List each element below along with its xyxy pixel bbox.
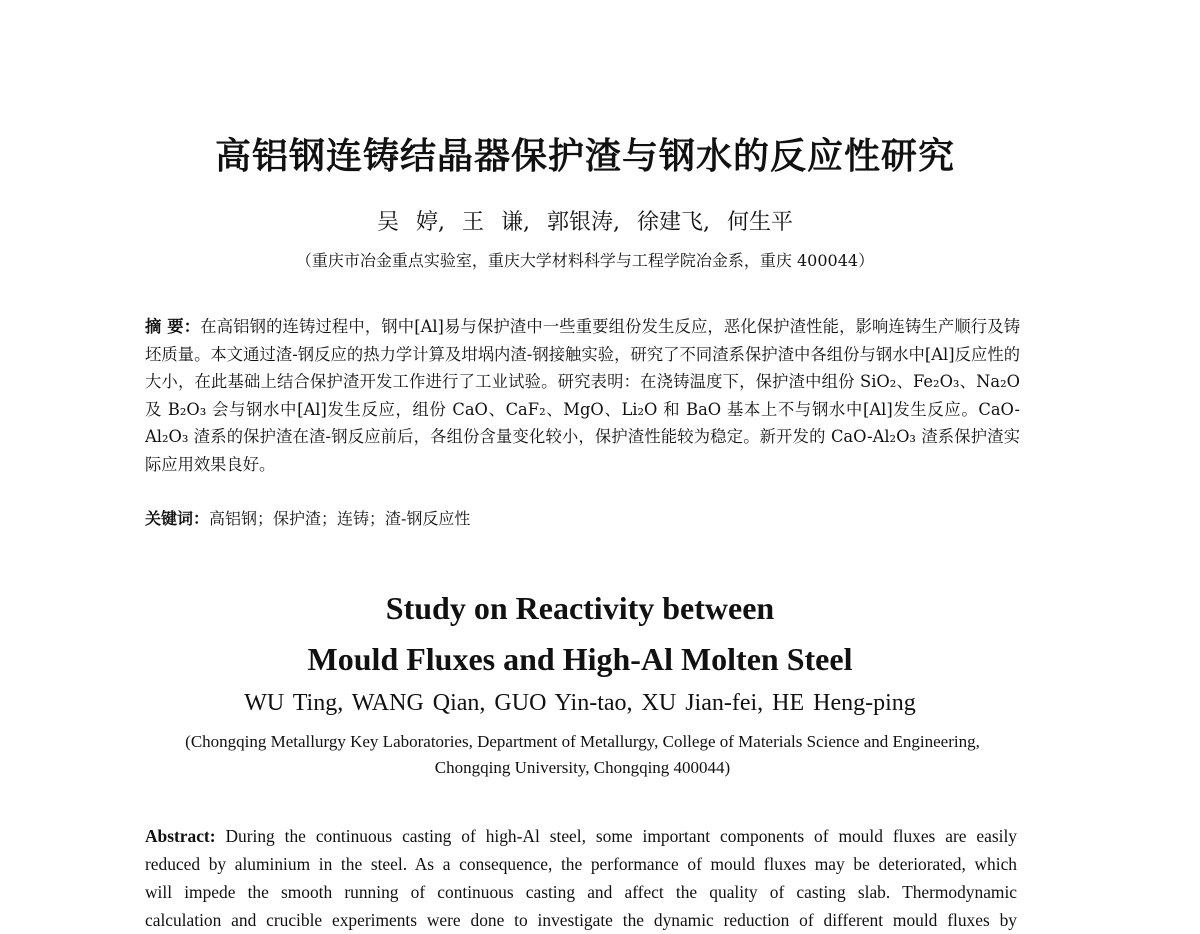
abstract-chinese-label: 摘 要：	[145, 317, 201, 336]
abstract-chinese	[145, 313, 1020, 478]
abstract-english-line: calculation and crucible experiments were done to investigate the dynamic reduction of different mould fluxes by	[145, 910, 1017, 930]
keywords-chinese-text: 高铝钢；保护渣；连铸；渣-钢反应性	[209, 509, 471, 528]
abstract-english-text-1: During the continuous casting of high-Al steel, some important components of mould fluxes are easily	[215, 826, 1017, 846]
paper-title-english-line1: Study on Reactivity between	[385, 590, 775, 626]
keywords-chinese-label: 关键词：	[145, 509, 210, 528]
authors-english: WU Ting, WANG Qian, GUO Yin-tao, XU Jian-fei, HE Heng-ping	[244, 690, 916, 716]
abstract-english-label: Abstract:	[145, 826, 216, 846]
keywords-chinese	[145, 506, 1020, 529]
affiliation-english-line2: Chongqing University, Chongqing 400044)	[434, 758, 731, 777]
abstract-english	[145, 822, 1017, 934]
abstract-english-line: will impede the smooth running of continuous casting and affect the quality of casting slab. Thermodynamic	[145, 882, 1017, 902]
paper-title-chinese: 高铝钢连铸结晶器保护渣与钢水的反应性研究	[214, 136, 955, 177]
abstract-english-line: reduced by aluminium in the steel. As a consequence, the performance of mould fluxes may be deteriorated, which	[145, 854, 1017, 874]
abstract-chinese-text: 在高铝钢的连铸过程中，钢中[Al]易与保护渣中一些重要组份发生反应，恶化保护渣性能，影响连铸生产顺行及铸坯质量。本文通过渣-钢反应的热力学计算及坩埚内渣-钢接触实验，研究了不同渣系保护渣中各组份与钢水中[Al]反应性的大小，在此基础上结合保护渣开发工作进行了工业试验。研究表明：在浇铸温度下，保护渣中组份 SiO₂、Fe₂O₃、Na₂O 及 B₂O₃ 会与钢水中[Al]发生反应，组份 CaO、CaF₂、MgO、Li₂O 和 BaO 基本上不与钢水中[Al]发生反应。CaO-Al₂O₃ 渣系的保护渣在渣-钢反应前后，各组份含量变化较小，保护渣性能较为稳定。新开发的 CaO-Al₂O₃ 渣系保护渣实际应用效果良好。	[145, 317, 1020, 474]
paper-title-english-line2: Mould Fluxes and High-Al Molten Steel	[307, 641, 853, 677]
affiliation-chinese: （重庆市冶金重点实验室，重庆大学材料科学与工程学院冶金系，重庆 400044）	[295, 251, 875, 270]
abstract-english-line	[145, 822, 1017, 850]
affiliation-english-line1: (Chongqing Metallurgy Key Laboratories, Department of Metallurgy, College of Materials Science and Engineering,	[185, 732, 980, 751]
authors-chinese: 吴 婷, 王 谦, 郭银涛, 徐建飞, 何生平	[377, 210, 793, 235]
